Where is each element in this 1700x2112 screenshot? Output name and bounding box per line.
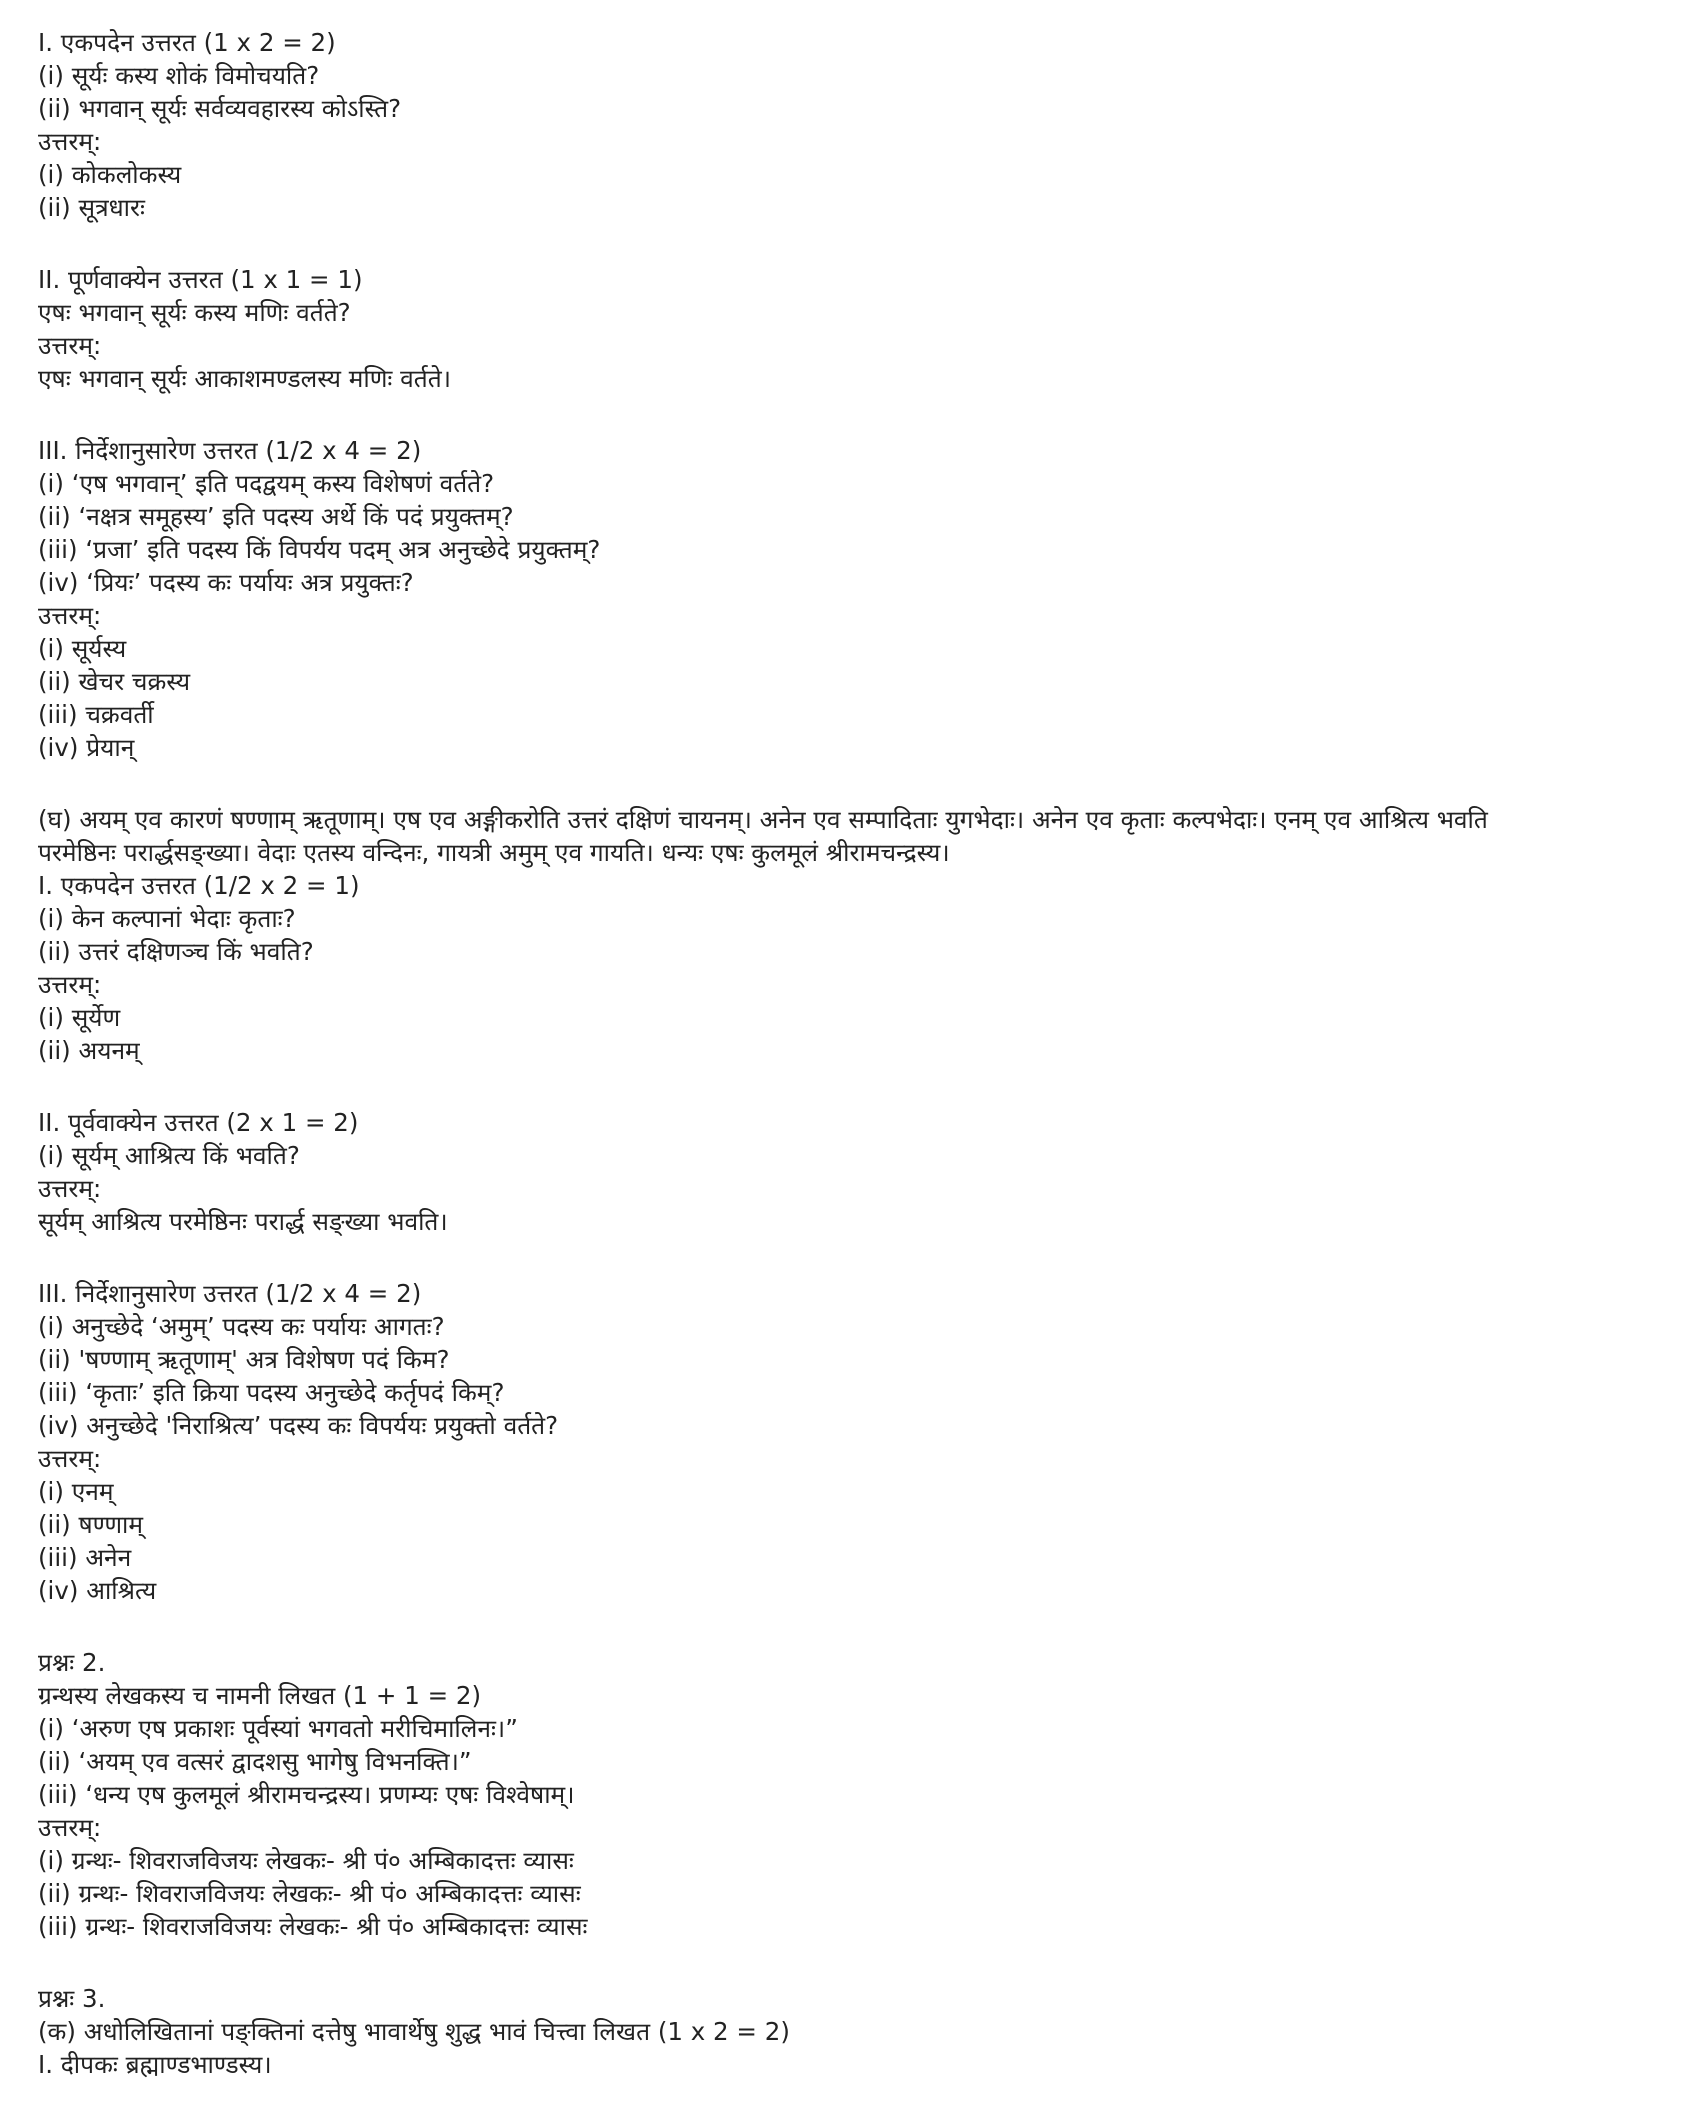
text-line: (क) अधोलिखितानां पङ्क्तिनां दत्तेषु भावार्थेषु शुद्ध भावं चित्त्वा लिखत (1 x 2 = 2) (38, 2017, 790, 2046)
section-gap (38, 224, 1668, 263)
text-line: (ii) उत्तरं दक्षिणञ्च किं भवति? (38, 937, 314, 966)
text-line: उत्तरम्: (38, 1174, 102, 1203)
text-line: (i) एनम् (38, 1477, 114, 1506)
text-line: (ii) षण्णाम् (38, 1510, 144, 1539)
text-line: (i) ‘एष भगवान्’ इति पदद्वयम् कस्य विशेषणं वर्तते? (38, 469, 495, 498)
text-line: (iv) आश्रित्य (38, 1576, 157, 1605)
text-line: (ii) सूत्रधारः (38, 193, 145, 222)
text-line: उत्तरम्: (38, 1813, 102, 1842)
text-line: I. एकपदेन उत्तरत (1 x 2 = 2) (38, 28, 336, 57)
section-gap (38, 1238, 1668, 1277)
text-line: उत्तरम्: (38, 331, 102, 360)
text-line: एषः भगवान् सूर्यः कस्य मणिः वर्तते? (38, 298, 351, 327)
text-line: (i) सूर्यम् आश्रित्य किं भवति? (38, 1141, 300, 1170)
text-line: (ii) ‘नक्षत्र समूहस्य’ इति पदस्य अर्थे किं पदं प्रयुक्तम्? (38, 502, 514, 531)
text-line: III. निर्देशानुसारेण उत्तरत (1/2 x 4 = 2) (38, 1279, 422, 1308)
text-line: II. पूर्णवाक्येन उत्तरत (1 x 1 = 1) (38, 265, 363, 294)
text-line: प्रश्नः 3. (38, 1984, 106, 2013)
text-line: परमेष्ठिनः परार्द्धसङ्ख्या। वेदाः एतस्य वन्दिनः, गायत्री अमुम् एव गायति। धन्यः एषः कुलमूलं श्रीरामचन्द्रस्य। (38, 838, 950, 867)
text-line: (ii) 'षण्णाम् ऋतूणाम्' अत्र विशेषण पदं किम? (38, 1345, 450, 1374)
section-gap (38, 1607, 1668, 1646)
text-line: एषः भगवान् सूर्यः आकाशमण्डलस्य मणिः वर्तते। (38, 364, 452, 393)
text-line: उत्तरम्: (38, 1444, 102, 1473)
text-line: (iii) ग्रन्थः- शिवराजविजयः लेखकः- श्री पं० अम्बिकादत्तः व्यासः (38, 1912, 588, 1941)
text-line: (iii) अनेन (38, 1543, 132, 1572)
text-line: (iii) चक्रवर्ती (38, 700, 154, 729)
text-line: सूर्यम् आश्रित्य परमेष्ठिनः परार्द्ध सङ्ख्या भवति। (38, 1207, 448, 1236)
text-line: (i) सूर्यस्य (38, 634, 127, 663)
section-gap (38, 1067, 1668, 1106)
text-line: (i) ग्रन्थः- शिवराजविजयः लेखकः- श्री पं० अम्बिकादत्तः व्यासः (38, 1846, 574, 1875)
text-line: (iii) ‘धन्य एष कुलमूलं श्रीरामचन्द्रस्य। प्रणम्यः एषः विश्वेषाम्। (38, 1780, 575, 1809)
text-line: ग्रन्थस्य लेखकस्य च नामनी लिखत (1 + 1 = 2) (38, 1681, 482, 1710)
text-line: (i) ‘अरुण एष प्रकाशः पूर्वस्यां भगवतो मरीचिमालिनः।” (38, 1714, 518, 1743)
text-line: (i) अनुच्छेदे ‘अमुम्’ पदस्य कः पर्यायः आगतः? (38, 1312, 445, 1341)
text-line: (iv) अनुच्छेदे 'निराश्रित्य’ पदस्य कः विपर्ययः प्रयुक्तो वर्तते? (38, 1411, 559, 1440)
text-line: (i) केन कल्पानां भेदाः कृताः? (38, 904, 296, 933)
text-line: (iv) प्रेयान् (38, 733, 135, 762)
text-line: उत्तरम्: (38, 127, 102, 156)
text-line: II. पूर्ववाक्येन उत्तरत (2 x 1 = 2) (38, 1108, 359, 1137)
text-line: III. निर्देशानुसारेण उत्तरत (1/2 x 4 = 2) (38, 436, 422, 465)
section-gap (38, 395, 1668, 434)
text-line: उत्तरम्: (38, 601, 102, 630)
text-line: (ii) भगवान् सूर्यः सर्वव्यवहारस्य कोऽस्ति? (38, 94, 402, 123)
text-line: (iii) ‘कृताः’ इति क्रिया पदस्य अनुच्छेदे कर्तृपदं किम्? (38, 1378, 505, 1407)
document-body (38, 26, 1668, 2081)
text-line: I. एकपदेन उत्तरत (1/2 x 2 = 1) (38, 871, 360, 900)
section-gap (38, 764, 1668, 803)
text-line: (i) सूर्येण (38, 1003, 121, 1032)
text-line: प्रश्नः 2. (38, 1648, 106, 1677)
text-line: (घ) अयम् एव कारणं षण्णाम् ऋतूणाम्। एष एव अङ्गीकरोति उत्तरं दक्षिणं चायनम्। अनेन एव सम्पादिताः युगभेदाः। अनेन एव कृताः कल्पभेदाः। एनम् एव आश्रित्य भवति (38, 805, 1488, 834)
text-line: (ii) अयनम् (38, 1036, 140, 1065)
text-line: (ii) ग्रन्थः- शिवराजविजयः लेखकः- श्री पं० अम्बिकादत्तः व्यासः (38, 1879, 581, 1908)
text-line: (i) कोकलोकस्य (38, 160, 182, 189)
text-line: (ii) ‘अयम् एव वत्सरं द्वादशसु भागेषु विभनक्ति।” (38, 1747, 472, 1776)
text-line: (i) सूर्यः कस्य शोकं विमोचयति? (38, 61, 320, 90)
text-line: उत्तरम्: (38, 970, 102, 999)
text-line: I. दीपकः ब्रह्माण्डभाण्डस्य। (38, 2050, 272, 2079)
text-line: (iv) ‘प्रियः’ पदस्य कः पर्यायः अत्र प्रयुक्तः? (38, 568, 414, 597)
section-gap (38, 1943, 1668, 1982)
text-line: (ii) खेचर चक्रस्य (38, 667, 191, 696)
text-line: (iii) ‘प्रजा’ इति पदस्य किं विपर्यय पदम् अत्र अनुच्छेदे प्रयुक्तम्? (38, 535, 601, 564)
